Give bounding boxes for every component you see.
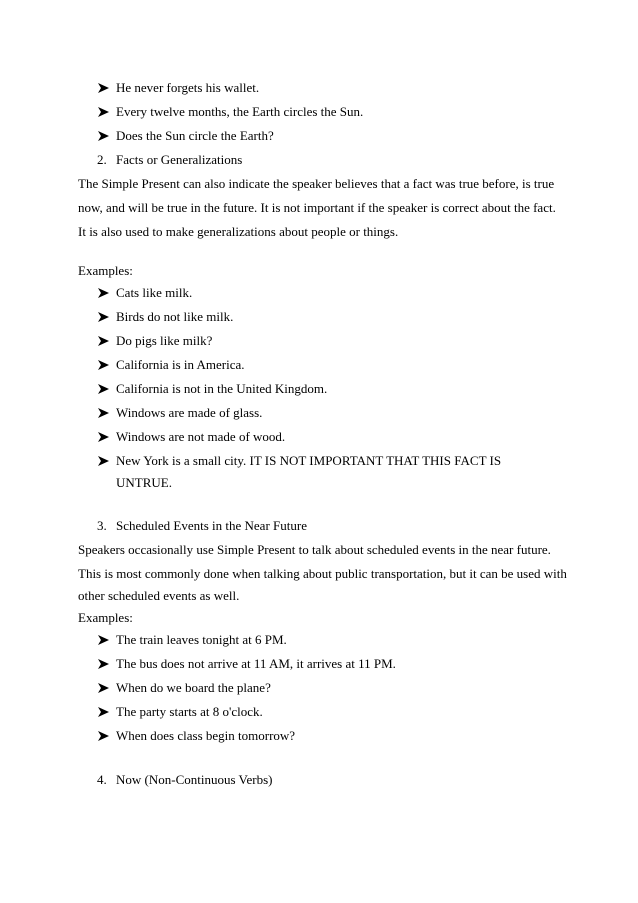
section-title: Now (Non-Continuous Verbs)	[116, 772, 273, 787]
arrow-bullet-icon	[98, 79, 112, 97]
arrow-bullet-icon	[98, 404, 112, 422]
arrow-bullet-icon	[98, 428, 112, 446]
list-item-text: California is not in the United Kingdom.	[116, 381, 328, 396]
list-item-text: The party starts at 8 o'clock.	[116, 704, 263, 719]
paragraph-line: The Simple Present can also indicate the speaker believes that a fact was true before, is true	[78, 176, 555, 191]
examples-label: Examples:	[78, 263, 133, 278]
arrow-bullet-icon	[98, 631, 112, 649]
arrow-bullet-icon	[98, 127, 112, 145]
examples-label: Examples:	[78, 610, 133, 625]
list-item-text: UNTRUE.	[116, 475, 172, 490]
section-title: Facts or Generalizations	[116, 152, 243, 167]
arrow-bullet-icon	[98, 679, 112, 697]
paragraph-line: Speakers occasionally use Simple Present to talk about scheduled events in the near future.	[78, 542, 551, 557]
list-item-text: He never forgets his wallet.	[116, 80, 260, 95]
paragraph-line: now, and will be true in the future. It is not important if the speaker is correct about the fact.	[78, 200, 556, 215]
arrow-bullet-icon	[98, 727, 112, 745]
list-item-text: California is in America.	[116, 357, 245, 372]
arrow-bullet-icon	[98, 103, 112, 121]
list-item-text: The train leaves tonight at 6 PM.	[116, 632, 287, 647]
arrow-bullet-icon	[98, 308, 112, 326]
paragraph-line: It is also used to make generalizations about people or things.	[78, 224, 399, 239]
list-item-text: Birds do not like milk.	[116, 309, 234, 324]
list-item-text: The bus does not arrive at 11 AM, it arrives at 11 PM.	[116, 656, 396, 671]
arrow-bullet-icon	[98, 380, 112, 398]
paragraph-line: This is most commonly done when talking about public transportation, but it can be used with	[78, 566, 567, 581]
section-title: Scheduled Events in the Near Future	[116, 518, 307, 533]
arrow-bullet-icon	[98, 284, 112, 302]
list-item-text: Cats like milk.	[116, 285, 193, 300]
arrow-bullet-icon	[98, 356, 112, 374]
list-item-text: When do we board the plane?	[116, 680, 271, 695]
list-item-text: Every twelve months, the Earth circles the Sun.	[116, 104, 364, 119]
arrow-bullet-icon	[98, 452, 112, 470]
section-number: 4.	[97, 772, 107, 787]
list-item-text: When does class begin tomorrow?	[116, 728, 296, 743]
list-item-text: Do pigs like milk?	[116, 333, 213, 348]
section-number: 2.	[97, 152, 107, 167]
arrow-bullet-icon	[98, 655, 112, 673]
section-number: 3.	[97, 518, 107, 533]
arrow-bullet-icon	[98, 332, 112, 350]
list-item-text: Windows are not made of wood.	[116, 429, 286, 444]
list-item-text: Does the Sun circle the Earth?	[116, 128, 274, 143]
arrow-bullet-icon	[98, 703, 112, 721]
list-item-text: New York is a small city. IT IS NOT IMPORTANT THAT THIS FACT IS	[116, 453, 502, 468]
list-item-text: Windows are made of glass.	[116, 405, 263, 420]
paragraph-line: other scheduled events as well.	[78, 588, 240, 603]
